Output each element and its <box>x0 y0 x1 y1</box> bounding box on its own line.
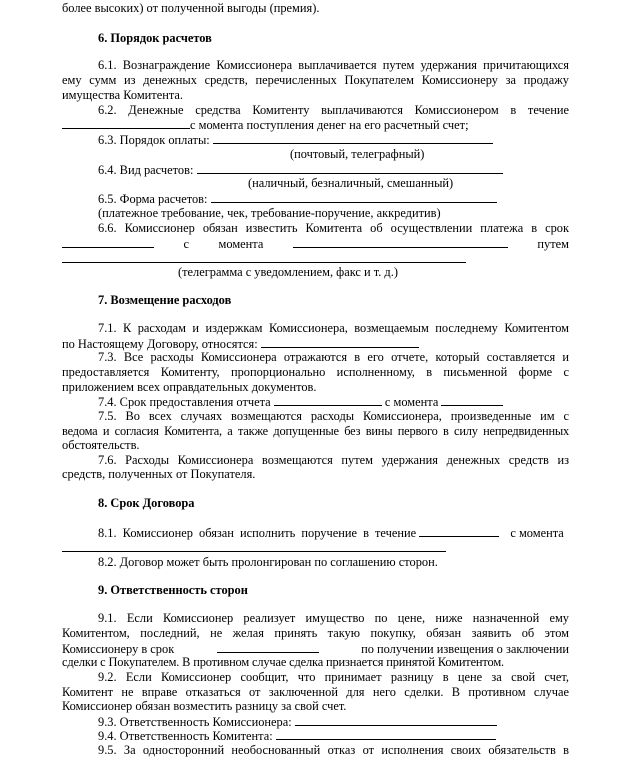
section-6-heading: 6. Порядок расчетов <box>98 31 212 45</box>
s6-p2-line1: 6.2. Денежные средства Комитенту выплачиваются Комиссионером в течение <box>98 103 569 117</box>
blank-field[interactable] <box>62 251 466 263</box>
s6-p6-word-moment: момента <box>218 237 264 251</box>
s6-p6-word-s: с <box>183 237 190 251</box>
blank-field[interactable] <box>213 132 493 144</box>
s9-p2-line1: 9.2. Если Комиссионер сообщит, что принимает разницу в цене за свой счет, <box>98 670 569 684</box>
blank-field[interactable] <box>276 728 496 740</box>
blank-field[interactable] <box>211 191 497 203</box>
blank-field[interactable] <box>293 236 508 248</box>
s9-p3-line <box>98 714 569 729</box>
blank-field[interactable] <box>62 236 154 248</box>
section-9-heading: 9. Ответственность сторон <box>98 583 248 597</box>
s7-p6-line2: средств, полученных от Покупателя. <box>62 467 256 481</box>
s9-p2-line2: Комитент не вправе отказаться от заключенной для него сделки. В противном случае <box>62 685 569 699</box>
s9-p4-line <box>98 728 569 743</box>
s6-p1-line3: имущества Комитента. <box>62 88 184 102</box>
s6-p1-line1: 6.1. Вознаграждение Комиссионера выплачивается путем удержания причитающихся <box>98 58 569 72</box>
s7-p4-line <box>98 394 569 409</box>
s8-p1-text2: с момента <box>510 526 564 540</box>
intro-line: более высоких) от полученной выгоды (премия). <box>62 1 320 15</box>
s7-p5-line3: обстоятельств. <box>62 438 140 452</box>
blank-field[interactable] <box>295 714 497 726</box>
s6-p5-hint: (платежное требование, чек, требование-поручение, аккредитив) <box>98 206 441 220</box>
s6-p2-text: с момента поступления денег на его расчетный счет; <box>190 118 469 132</box>
s7-p1-line1: 7.1. К расходам и издержкам Комиссионера, возмещаемым последнему Комитентом <box>98 321 569 335</box>
blank-field[interactable] <box>62 117 190 129</box>
blank-field[interactable] <box>274 394 382 406</box>
s9-p1-text: Комиссионеру в срок <box>62 642 175 656</box>
s6-p2-line2 <box>62 117 569 132</box>
s6-p3-hint: (почтовый, телеграфный) <box>290 147 425 161</box>
section-7-heading: 7. Возмещение расходов <box>98 293 232 307</box>
s9-p1-line2: Комитентом, последний, не желая принять такую покупку, обязан заявить об этом <box>62 626 569 640</box>
s9-p1-line3 <box>62 641 569 656</box>
s9-p1-line4: сделки с Покупателем. В противном случае сделка признается принятой Комитентом. <box>62 655 504 669</box>
s9-p2-line3: Комиссионер обязан возместить разницу за свой счет. <box>62 699 347 713</box>
s8-p2-line: 8.2. Договор может быть пролонгирован по соглашению сторон. <box>98 555 438 569</box>
s7-p5-line2: ведома и согласия Комитента, а также допущенные без вины первого в силу непредвиденных <box>62 424 569 438</box>
s6-p4-line <box>98 162 569 177</box>
s9-p1-line1: 9.1. Если Комиссионер реализует имущество по цене, ниже назначенной ему <box>98 611 569 625</box>
blank-field[interactable] <box>419 525 499 537</box>
s6-p6-word-putem: путем <box>537 237 569 251</box>
s6-p3-label: 6.3. Порядок оплаты: <box>98 133 210 147</box>
s7-p3-line1: 7.3. Все расходы Комиссионера отражаются в его отчете, который составляется и <box>98 350 569 364</box>
blank-field[interactable] <box>62 540 446 552</box>
s9-p5-line1: 9.5. За односторонний необоснованный отказ от исполнения своих обязательств в <box>98 743 569 757</box>
s6-p6-line1: 6.6. Комиссионер обязан известить Комитента об осуществлении платежа в срок <box>98 221 569 235</box>
blank-field[interactable] <box>197 162 503 174</box>
blank-field[interactable] <box>441 394 503 406</box>
s6-p3-line <box>98 132 569 147</box>
blank-field[interactable] <box>217 641 319 653</box>
s7-p1-text: по Настоящему Договору, относятся: <box>62 337 258 351</box>
s9-p4-label: 9.4. Ответственность Комитента: <box>98 729 273 743</box>
s9-p1-text2: по получении извещения о заключении <box>361 642 569 656</box>
s7-p3-line2: предоставляется Комитенту, пропорционально исполненному, в письменной форме с <box>62 365 569 379</box>
s7-p3-line3: приложением всех оправдательных документов. <box>62 380 317 394</box>
s6-p6-hint: (телеграмма с уведомлением, факс и т. д.) <box>178 265 398 279</box>
s6-p1-line2: ему сумм из денежных средств, перечисленных Покупателем Комиссионеру за продажу <box>62 73 569 87</box>
s9-p3-label: 9.3. Ответственность Комиссионера: <box>98 715 292 729</box>
s6-p5-label: 6.5. Форма расчетов: <box>98 192 208 206</box>
s7-p4-label: 7.4. Срок предоставления отчета <box>98 395 271 409</box>
s7-p6-line1: 7.6. Расходы Комиссионера возмещаются путем удержания денежных средств из <box>98 453 569 467</box>
s7-p4-text: с момента <box>384 395 439 409</box>
s8-p1-line1 <box>98 525 569 540</box>
s6-p6-line3 <box>62 251 569 266</box>
s6-p6-line2 <box>62 236 569 251</box>
s6-p4-hint: (наличный, безналичный, смешанный) <box>248 176 454 190</box>
s6-p5-line <box>98 191 569 206</box>
s6-p4-label: 6.4. Вид расчетов: <box>98 163 194 177</box>
s8-p1-text: 8.1. Комиссионер обязан исполнить поручение в течение <box>98 526 417 540</box>
s7-p5-line1: 7.5. Во всех случаях возмещаются расходы Комиссионера, произведенные им с <box>98 409 569 423</box>
s8-p1-line2 <box>62 540 569 555</box>
section-8-heading: 8. Срок Договора <box>98 496 195 510</box>
blank-field[interactable] <box>261 336 419 348</box>
s7-p1-line2 <box>62 336 569 351</box>
